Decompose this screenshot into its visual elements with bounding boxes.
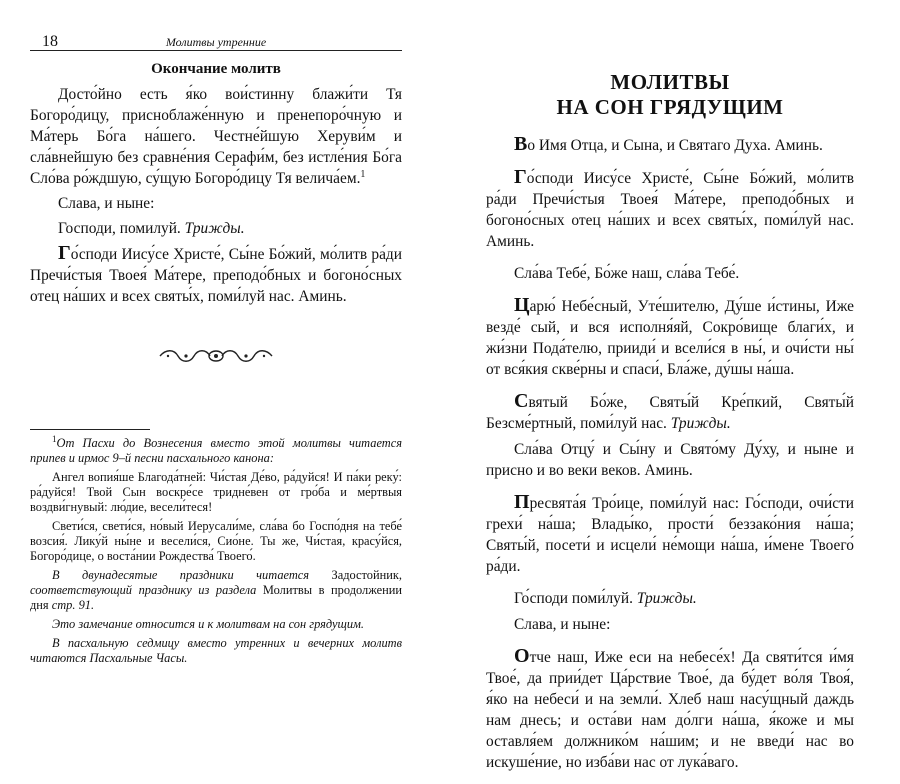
footnote-angel-vopiyashe: Ангел вопия́ше Благода́тней: Чи́стая Де́во, ра́дуйся! И па́ки реку́: ра́дуйся! Твой Сын воскре́се тридне́вен от гро́ба и ме́ртвыя воздви́гнувый: лю́дие, весели́теся! [30,470,402,514]
running-head [30,28,402,51]
prayer-otche-nash: Отче наш, Иже еси на небесе́х! Да святи́тся и́мя Твое́, да прии́дет Ца́рствие Твое́, да бу́дет во́ля Твоя́, я́ко на небеси́ и на земли́. Хлеб наш насу́щный даждь нам днесь; и оста́ви нам до́лги на́ша, я́коже и мы оставля́ем должнико́м на́шим; и не введи́ нас во искуше́ние, но изба́ви нас от лука́ваго. [486,645,854,771]
footnote-1: $^1$От Пасхи до Вознесения вместо этой молитвы читается припев и ирмос 9–й песни пасхального канона: [30,433,402,465]
left-page [30,28,402,666]
footnote-ref: 1 [360,168,366,180]
gospodi-pomiluy-line: Господи, помилуй. Трижды. [58,220,245,237]
drop-initial: В [514,133,528,155]
page-number: 18 [42,33,58,50]
prayer-tsaryu-nebesny: Царю́ Небе́сный, Уте́шителю, Ду́ше и́стины, Иже везде́ сый, и вся исполня́яй, Сокро́вище благи́х, и жи́зни Пода́телю, прииди́ и всели́ся в ны́, и очи́сти ны́ от вся́кия скве́рны и спаси́, Бла́же, ду́шы на́ша. [486,294,854,378]
footnote-paskhalnaya: В пасхальную седмицу вместо утренних и вечерних молитв читаются Пасхальные Часы. [30,636,402,665]
drop-initial: С [514,390,529,412]
gospodi-pomiluy-right: Го́споди поми́луй. Трижды. [514,590,697,607]
slava-line: Слава, и ныне: [58,195,155,212]
prayer-gospodi-iisuse: Го́споди Иису́се Христе́, Сы́не Бо́жий, мо́литв ра́ди Пречи́стыя Твоея́ Ма́тере, преподо́бных и богоно́сных отец на́ших и всех святы́х, поми́луй нас. Аминь. [30,242,402,305]
right-page [486,70,854,784]
page-title: МОЛИТВЫ НА СОН ГРЯДУЩИМ [556,70,784,119]
prayer-gospodi-iisuse-right: Го́споди Иису́се Христе́, Сы́не Бо́жий, мо́литв ра́ди Пречи́стыя Твоея́ Ма́тере, преподо́бных и богоно́сных отец на́ших и всех святы́х, поми́луй нас. Аминь. [486,166,854,250]
prayer-svyaty-bozhe: Святый Бо́же, Святы́й Кре́пкий, Святы́й Безсме́ртный, поми́луй нас. Трижды. [486,390,854,432]
prayer-presvyataya-troitse: Пресвята́я Тро́ице, поми́луй нас: Го́споди, очи́сти грехи́ на́ша; Влады́ко, прости́ беззако́ния на́ша; Святы́й, посети́ и исцели́ не́мощи на́ша, и́мене Твоего́ ра́ди. [486,491,854,575]
prayer-dostoyno: Досто́йно есть я́ко вои́стинну блажи́ти Тя Богоро́дицу, присноблаже́нную и пренепоро́чную и Ма́терь Бо́га на́шего. Честне́йшую Херуви́м и сла́внейшую без сравне́ния Серафи́м, без истле́ния Бо́га Сло́ва ро́ждшую, су́щую Богоро́дицу Тя велича́ем.$^1$ [30,86,402,187]
drop-initial: Г [514,166,527,188]
drop-initial: О [514,645,530,667]
drop-initial: Ц [514,294,530,316]
slava-ottsu-line: Сла́ва Отцу́ и Сы́ну и Свято́му Ду́ху, и ныне и присно и во веки веков. Аминь. [486,441,854,479]
drop-initial: Г [58,242,71,264]
footnote-dvunadesyatye: В двунадесятые праздники читается Задостойник, соответствующий празднику из раздела Молитвы в продолжении дня стр. 91. [30,568,403,612]
footnote-svetisya: Свети́ся, свети́ся, но́вый Иерусали́ме, сла́ва бо Госпо́дня на тебе́ возсия́. Лику́й ны́не и весели́ся, Сио́не. Ты же, Чи́стая, красу́йся, Богоро́дице, о воста́нии Рождества́ Твоего́. [30,519,402,563]
footnote-zamechanie: Это замечание относится и к молитвам на сон грядущим. [52,617,365,631]
ornament-divider [156,347,276,365]
drop-initial: П [514,491,530,513]
vo-imya-line: Во Имя Отца, и Сына, и Святаго Духа. Аминь. [514,133,823,155]
section-title: Окончание молитв [151,61,281,77]
slava-tebe-line: Сла́ва Тебе́, Бо́же наш, сла́ва Тебе́. [514,265,740,282]
running-title: Молитвы утренние [165,35,267,49]
slava-i-nyne-right: Слава, и ныне: [514,616,611,633]
footnote-rule [30,429,150,430]
